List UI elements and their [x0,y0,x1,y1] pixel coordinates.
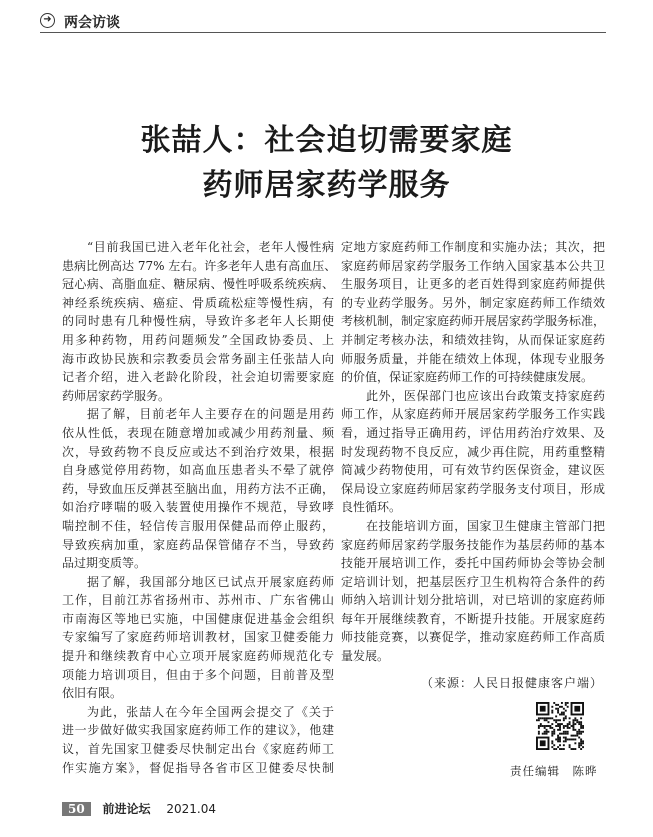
paragraph-line: 的价值，保证家庭药师工作的可持续健康发展。 [341,370,594,385]
section-header [40,12,606,33]
paragraph-line: 如治疗哮喘的吸入装置使用操作不规范，导致哮 [62,500,334,515]
source-note: （来源：人民日报健康客户端） [420,676,603,690]
paragraph-line: 据了解，目前老年人主要存在的问题是用药 [87,407,334,422]
paragraph-line: 品过期变质等。 [62,556,147,571]
paragraph-line: 师服务质量，并能在绩效上体现，体现专业服务 [341,351,605,366]
paragraph-line: 看，通过指导正确用药，评估用药治疗效果、及 [341,425,605,440]
paragraph-line: 为此，张喆人在今年全国两会提交了《关于 [87,704,334,719]
paragraph-line: 据了解，我国部分地区已试点开展家庭药师 [87,574,334,589]
paragraph-line: 工作，目前江苏省扬州市、苏州市、广东省佛山 [62,593,334,608]
paragraph-line: 并制定考核办法，和绩效挂钩，从而保证家庭药 [341,332,605,347]
paragraph-line: 药，导致血压反弹甚至脑出血，用药方法不正确， [62,481,334,496]
paragraph-line: 患病比例高达 77% 左右。许多老年人患有高血压、 [62,258,337,273]
paragraph-line: 依从性低，表现在随意增加或减少用药剂量、频 [62,425,334,440]
paragraph-line: 家庭药师居家药学服务工作纳入国家基本公共卫 [341,258,605,273]
paragraph-line: 师技能竞赛，以赛促学，推动家庭药师工作高质 [341,630,605,645]
paragraph-line: 师纳入培训计划分批培训，对已培训的家庭药师 [341,593,605,608]
paragraph-line: 在技能培训方面，国家卫生健康主管部门把 [366,518,605,533]
paragraph-line: 冠心病、高脂血症、糖尿病、慢性呼吸系统疾病、 [62,277,334,292]
magazine-name: 前进论坛 [102,802,151,816]
paragraph-line: 每年开展继续教育，不断提升技能。开展家庭药 [341,611,605,626]
paragraph-line: 神经系统疾病、癌症、骨质疏松症等慢性病，有 [62,295,334,310]
paragraph-line: 定地方家庭药师工作制度和实施办法；其次，把 [341,240,605,254]
paragraph-line: 此外，医保部门也应该出台政策支持家庭药 [366,388,605,403]
paragraph-line: 用多种药物，用药问题频发”全国政协委员、上 [62,332,334,347]
paragraph-line: 的专业药学服务。另外，制定家庭药师工作绩效 [341,295,605,310]
paragraph-line: “目前我国已进入老年化社会，老年人慢性病 [87,240,334,254]
paragraph-line: 时发现药物不良反应，减少再住院，用药重整精 [341,444,605,459]
paragraph-line: 的同时患有几种慢性病，导致许多老年人长期使 [62,314,334,329]
arrow-right-circle-icon: ➜ [40,13,55,28]
paragraph-line: 师工作，从家庭药师开展居家药学服务工作实践 [341,407,605,422]
paragraph-line: 保局设立家庭药师居家药学服务支付项目，形成 [341,481,605,496]
left-column [62,238,337,777]
paragraph-line: 简减少药物使用，可有效节约医保资金，建议医 [341,463,605,478]
paragraph-line: 定培训计划，把基层医疗卫生机构符合条件的药 [341,574,605,589]
paragraph-line: 依旧有限。 [62,686,123,701]
paragraph-line: 记者介绍，进入老龄化阶段，社会迫切需要家庭 [62,370,334,385]
qr-code-icon [536,702,584,750]
paragraph-line: 考核机制，制定家庭药师开展居家药学服务标准， [341,314,606,329]
right-column [341,238,605,666]
paragraph-line: 药师居家药学服务。 [62,388,171,403]
paragraph-line: 海市政协民族和宗教委员会常务副主任张喆人向 [62,351,334,366]
section-label: 两会访谈 [64,15,120,31]
paragraph-line: 良性循环。 [341,500,402,515]
paragraph-line: 自身感觉停用药物，如高血压患者头不晕了就停 [62,463,334,478]
paragraph-line: 市南海区等地已实施，中国健康促进基金会组织 [62,611,334,626]
issue-date: 2021.04 [166,802,216,816]
paragraph-line: 项能力培训项目，但由于多个问题，目前普及型 [62,667,334,682]
paragraph-line: 作实施方案》，督促指导各省市区卫健委尽快制 [62,760,334,775]
paragraph-line: 导致疾病加重，家庭药品保管储存不当，导致药 [62,537,334,552]
article-title-line-1: 张喆人：社会迫切需要家庭 [140,123,513,158]
paragraph-line: 生服务项目，让更多的老百姓得到家庭药师提供 [341,277,605,292]
page-footer [62,800,216,817]
paragraph-line: 专家编写了家庭药师培训教材，国家卫健委能力 [62,630,334,645]
paragraph-line: 进一步做好做实我国家庭药师工作的建议》，他建 [62,723,334,738]
paragraph-line: 次，导致药物不良反应或达不到治疗效果，根据 [62,444,334,459]
paragraph-line: 家庭药师居家药学服务技能作为基层药师的基本 [341,537,605,552]
paragraph-line: 议，首先国家卫健委尽快制定出台《家庭药师工 [62,742,334,757]
article-title-line-2: 药师居家药学服务 [202,168,451,203]
editor-credit: 责任编辑 陈晔 [510,764,598,778]
paragraph-line: 技能开展培训工作，委托中国药师协会等协会制 [341,556,605,571]
paragraph-line: 提升和继续教育中心立项开展家庭药师规范化专 [62,649,334,664]
paragraph-line: 量发展。 [341,649,390,664]
paragraph-line: 喘控制不佳，轻信传言服用保健品而停止服药， [62,518,334,533]
page-number: 50 [62,802,91,816]
